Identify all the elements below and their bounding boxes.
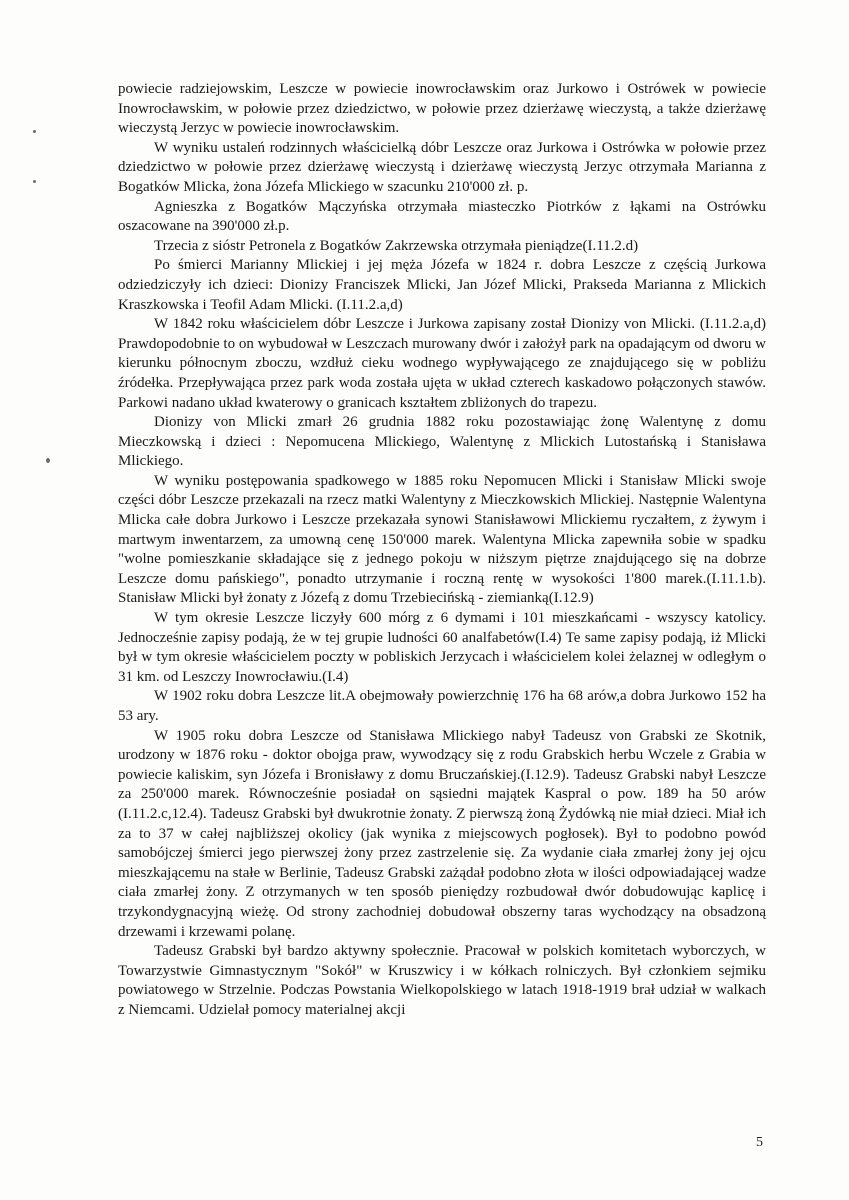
paragraph: Tadeusz Grabski był bardzo aktywny społecznie. Pracował w polskich komitetach wyborczych, w Towarzystwie Gimnastycznym "Sokół" w Kruszwicy i w kółkach rolniczych. Był członkiem sejmiku powiatowego w Strzelnie. Podczas Powstania Wielkopolskiego w latach 1918-1919 brał udział w walkach z Niemcami. Udzielał pomocy materialnej akcji bbox=[118, 943, 766, 1018]
paragraph: Po śmierci Marianny Mlickiej i jej męża Józefa w 1824 r. dobra Leszcze z częścią Jurkowa odziedziczyły ich dzieci: Dionizy Franciszek Mlicki, Jan Józef Mlicki, Prakseda Marianna z Mlickich Kraszkowska i Teofil Adam Mlicki. (I.11.2.a,d) bbox=[118, 257, 766, 313]
paragraph: W 1902 roku dobra Leszcze lit.A obejmowały powierzchnię 176 ha 68 arów,a dobra Jurkowo 152 ha 53 ary. bbox=[118, 688, 766, 724]
paragraph: Agnieszka z Bogatków Mączyńska otrzymała miasteczko Piotrków z łąkami na Ostrówku oszacowane na 390'000 zł.p. bbox=[118, 198, 766, 235]
scan-speck bbox=[46, 458, 50, 463]
scan-speck bbox=[33, 180, 36, 183]
scan-speck bbox=[33, 130, 36, 133]
paragraph: W wyniku ustaleń rodzinnych właścicielką dóbr Leszcze oraz Jurkowa i Ostrówka w połowie przez dziedzictwo w połowie przez dzierżawę wieczystą i dzierżawę wieczystą Jerzyc otrzymała Marianna z Bogatków Mlicka, żona Józefa Mlickiego w szacunku 210'000 zł. p. bbox=[118, 139, 766, 195]
paragraph: Dionizy von Mlicki zmarł 26 grudnia 1882 roku pozostawiając żonę Walentynę z domu Mieczkowską i dzieci : Nepomucena Mlickiego, Walentynę z Mlickich Lutostańską i Stanisława Mlickiego. bbox=[118, 414, 766, 470]
paragraph: powiecie radziejowskim, Leszcze w powiecie inowrocławskim oraz Jurkowo i Ostrówek w powiecie Inowrocławskim, w połowie przez dziedzictwo, w połowie przez dzierżawę wieczystą, a także dzierżawę wieczystą Jerzyc w powiecie inowrocławskim. bbox=[118, 81, 766, 137]
paragraph: W wyniku postępowania spadkowego w 1885 roku Nepomucen Mlicki i Stanisław Mlicki swoje części dóbr Leszcze przekazali na rzecz matki Walentyny z Mieczkowskich Mlickiej. Następnie Walentyna Mlicka całe dobra Jurkowo i Leszcze przekazała synowi Stanisławowi Mlickiemu ryczałtem, z żywym i martwym inwentarzem, za umowną cenę 150'000 marek. Walentyna Mlicka zapewniła sobie w spadku "wolne pomieszkanie składające się z jednego pokoju w niższym piętrze znajdującego się na dobrze Leszcze domu pańskiego", ponadto utrzymanie i roczną rentę w wysokości 1'800 marek.(I.11.1.b). Stanisław Mlicki był żonaty z Józefą z domu Trzebiecińską - ziemianką(I.12.9) bbox=[118, 472, 766, 607]
paragraph: W 1905 roku dobra Leszcze od Stanisława Mlickiego nabył Tadeusz von Grabski ze Skotnik, urodzony w 1876 roku - doktor obojga praw, wywodzący się z rodu Grabskich herbu Wczele z Grabia w powiecie kaliskim, syn Józefa i Bronisławy z domu Bruczańskiej.(I.12.9). Tadeusz Grabski nabył Leszcze za 250'000 marek. Równocześnie posiadał on sąsiedni majątek Kaspral o pow. 189 ha 50 arów (I.11.2.c,12.4). Tadeusz Grabski był dwukrotnie żonaty. Z pierwszą żoną Żydówką nie miał dzieci. Miał ich za to 37 w całej najbliższej okolicy (jak wynika z miejscowych pogłosek). Był to podobno powód samobójczej śmierci jego pierwszej żony przez zastrzelenie się. Za wydanie ciała zmarłej żony jej ojcu mieszkającemu na stałe w Berlinie, Tadeusz Grabski zażądał podobno złota w ilości odpowiadającej wadze ciała zmarłej żony. Z otrzymanych w ten sposób pieniędzy rozbudował dwór dobudowując kaplicę i trzykondygnacyjną wieżę. Od strony zachodniej dobudował obszerny taras wychodzący na obsadzoną drzewami i krzewami polanę. bbox=[118, 727, 766, 940]
paragraph: W 1842 roku właścicielem dóbr Leszcze i Jurkowa zapisany został Dionizy von Mlicki. (I.11.2.a,d) Prawdopodobnie to on wybudował w Leszczach murowany dwór i założył park na opadającym od dworu w kierunku północnym zboczu, wzdłuż cieku wodnego wypływającego ze znajdującego się w pobliżu źródełka. Przepływająca przez park woda została ujęta w układ czterech kaskadowo połączonych stawów. Parkowi nadano układ kwaterowy o granicach kształtem zbliżonych do trapezu. bbox=[118, 316, 766, 411]
paragraph: W tym okresie Leszcze liczyły 600 mórg z 6 dymami i 101 mieszkańcami - wszyscy katolicy. Jednocześnie zapisy podają, że w tej grupie ludności 60 analfabetów(I.4) Te same zapisy podają, iż Mlicki był w tym okresie właścicielem poczty w pobliskich Jerzycach i właścicielem kolei żelaznej w odległym o 31 km. od Leszczy Inowrocławiu.(I.4) bbox=[118, 610, 766, 685]
paragraph: Trzecia z sióstr Petronela z Bogatków Zakrzewska otrzymała pieniądze(I.11.2.d) bbox=[154, 237, 639, 254]
page-number: 5 bbox=[756, 1135, 763, 1150]
document-body bbox=[118, 80, 766, 1021]
